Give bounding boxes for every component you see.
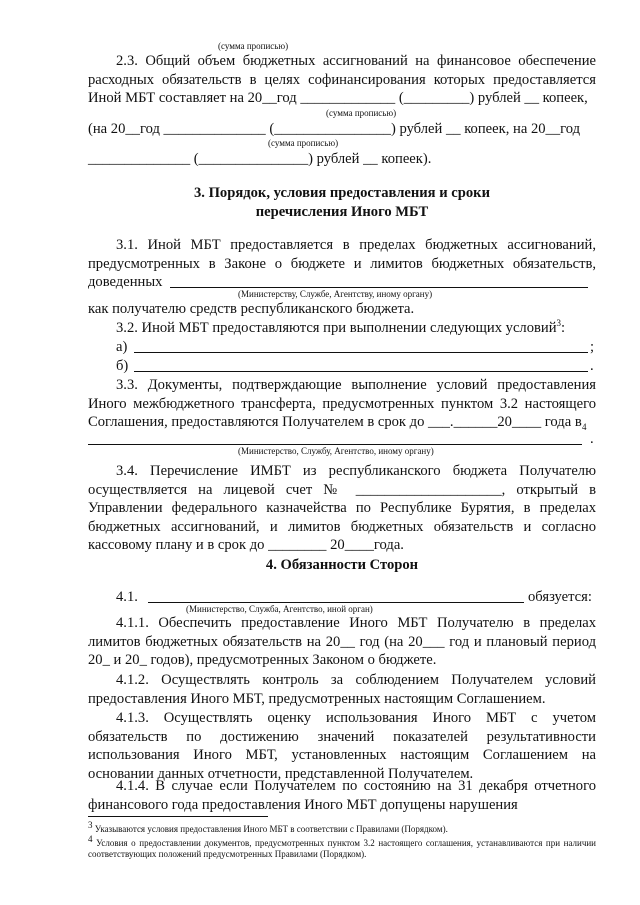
condition-a-line bbox=[134, 352, 588, 353]
footnote-3-ref: 3 bbox=[556, 318, 562, 329]
footnote-separator bbox=[88, 816, 268, 817]
footnote-4-text: Условия о предоставлении документов, предусмотренных пунктом 3.2 настоящего соглашения, устанавливаются при наличии соответствующих положений предусмотренных Правилами (Порядком). bbox=[88, 838, 596, 859]
paragraph-3-4: 3.4. Перечисление ИМБТ из республиканского бюджета Получателю осуществляется на лицевой счет № ____________________, открытый в Управлении федерального казначейства по Республике Бурятия, в пределах бюджетных ассигнований, и лимитов бюджетных обязательств и согласно кассовому плану и в срок до ________ 20____года. bbox=[88, 463, 596, 554]
footnote-3 bbox=[88, 820, 596, 835]
condition-a-end: ; bbox=[590, 339, 595, 355]
section-3-heading-line2: перечисления Иного МБТ bbox=[255, 204, 429, 220]
footnote-3-mark: 3 bbox=[88, 820, 93, 830]
paragraph-4-1-4: 4.1.4. В случае если Получателем по состоянию на 31 декабря отчетного финансового года предоставления Иного МБТ допущены нарушения bbox=[88, 778, 596, 813]
paragraph-2-3: 2.3. Общий объем бюджетных ассигнований на финансовое обеспечение расходных обязательств в целях софинансирования которых предоставляется Иной МБТ составляет на 20__год _____________ (_________) рублей __ копеек, bbox=[88, 53, 596, 107]
condition-b-label: б) bbox=[116, 358, 129, 374]
paragraph-3-1: 3.1. Иной МБТ предоставляется в пределах бюджетных ассигнований, предусмотренных в Законе о бюджете и лимитов бюджетных обязательств, доведенных bbox=[88, 237, 596, 291]
party-blank-line bbox=[148, 602, 524, 603]
footnote-4 bbox=[88, 834, 596, 860]
footnote-4-ref: 4 bbox=[582, 422, 587, 432]
paragraph-3-2: 3.2. Иной МБТ предоставляются при выполнении следующих условий$^3$: bbox=[116, 318, 566, 336]
submission-blank-line bbox=[88, 444, 582, 445]
caption-ministry-1: (Министерству, Службе, Агентству, иному органу) bbox=[238, 289, 433, 299]
sum-line-3: ______________ (_______________) рублей __ копеек). bbox=[88, 151, 432, 167]
paragraph-4-1-2: 4.1.2. Осуществлять контроль за соблюдением Получателем условий предоставления Иного МБТ, предусмотренных настоящим Соглашением. bbox=[88, 672, 596, 707]
footnote-3-text: Указываются условия предоставления Иного МБТ в соответствии с Правилами (Порядком). bbox=[94, 824, 448, 834]
caption-sum-1: (сумма прописью) bbox=[326, 108, 397, 118]
condition-b-end: . bbox=[590, 358, 594, 374]
condition-b-line bbox=[134, 371, 588, 372]
paragraph-4-1-3: 4.1.3. Осуществлять оценку использования Иного МБТ с учетом обязательств по достижению значений показателей результативности использования Иного МБТ, установленных настоящим Соглашением на основании данных отчетности, представленной Получателем. bbox=[88, 710, 596, 782]
paragraph-4-1-end: обязуется: bbox=[528, 589, 592, 605]
recipient-blank-line bbox=[170, 287, 588, 288]
condition-a-label: а) bbox=[116, 339, 128, 355]
caption-ministry-2: (Министерство, Службу, Агентство, иному органу) bbox=[238, 446, 434, 456]
sum-line-2: (на 20__год ______________ (________________) рублей __ копеек, на 20__год bbox=[88, 121, 581, 137]
caption-sum-2: (сумма прописью) bbox=[268, 138, 339, 148]
paragraph-3-1-end: как получателю средств республиканского бюджета. bbox=[88, 301, 415, 317]
paragraph-4-1-num: 4.1. bbox=[116, 589, 138, 605]
caption-ministry-3: (Министерство, Служба, Агентство, иной орган) bbox=[186, 604, 373, 614]
submission-line-end: . bbox=[590, 431, 594, 447]
paragraph-4-1-1: 4.1.1. Обеспечить предоставление Иного МБТ Получателю в пределах лимитов бюджетных обязательств на 20__ год (на 20___ год и плановый период 20_ и 20_ годов), предусмотренных Законом о бюджете. bbox=[88, 615, 596, 669]
paragraph-3-2-text: 3.2. Иной МБТ предоставляются при выполнении следующих условий bbox=[116, 320, 557, 336]
footnote-4-mark: 4 bbox=[88, 834, 93, 844]
section-4-heading: 4. Обязанности Сторон bbox=[265, 557, 419, 573]
paragraph-3-3: 3.3. Документы, подтверждающие выполнение условий предоставления Иного межбюджетного трансферта, предусмотренных пунктом 3.2 настоящего Соглашения, предоставляются Получателем в срок до ___.______20____ года в bbox=[88, 377, 596, 431]
section-3-heading-line1: 3. Порядок, условия предоставления и сроки bbox=[193, 185, 490, 201]
caption-sum-top: (сумма прописью) bbox=[218, 41, 289, 51]
